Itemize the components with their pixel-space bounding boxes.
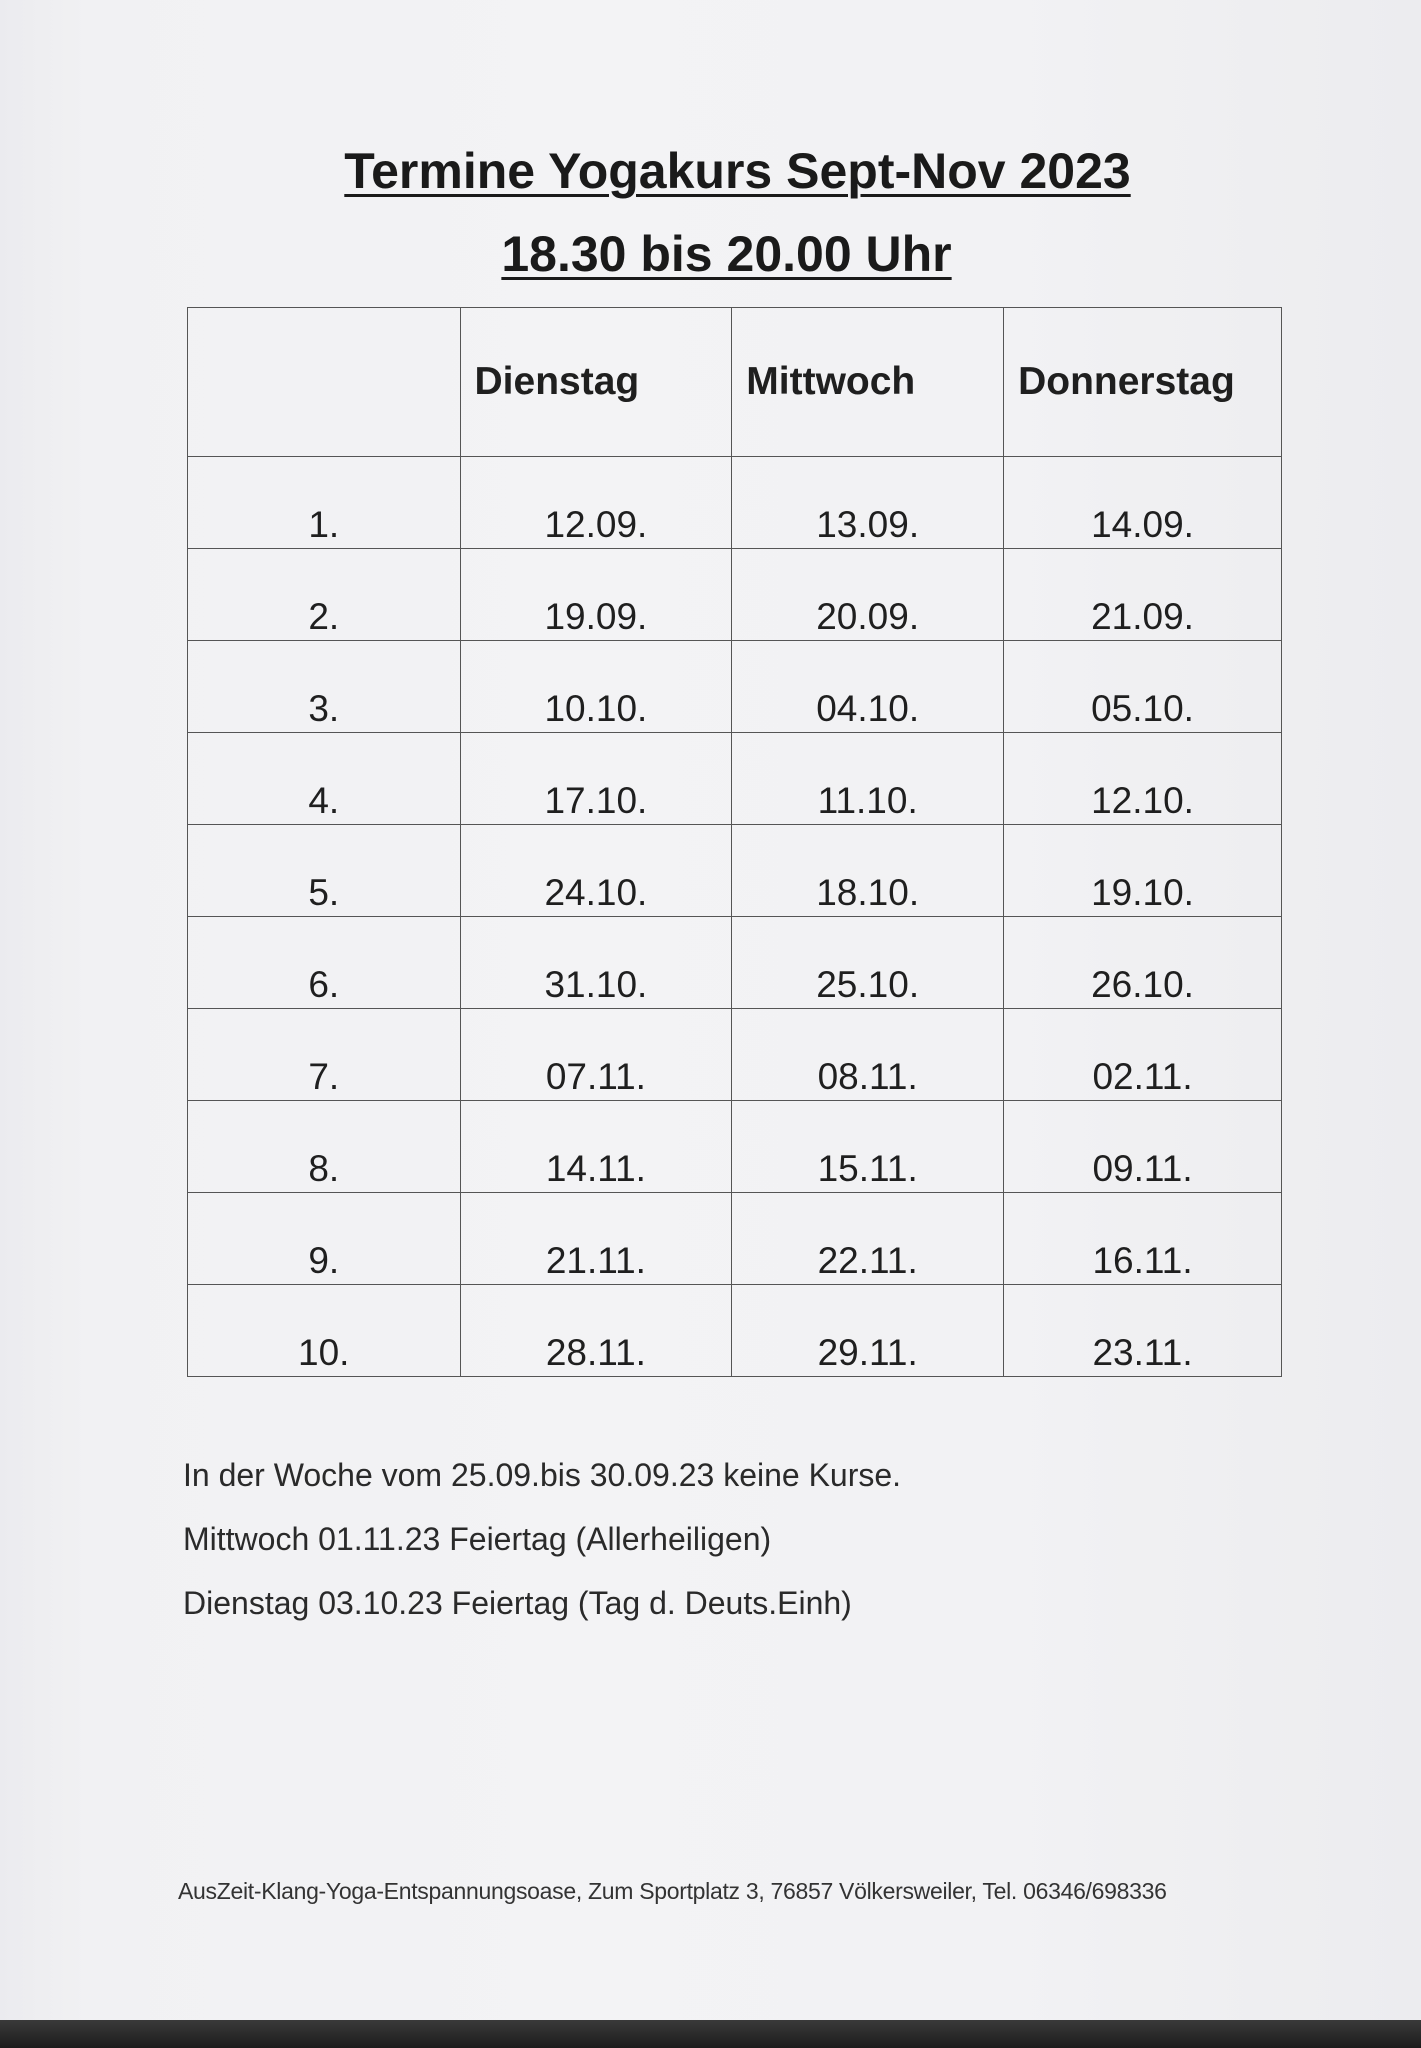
row-number: 9. xyxy=(188,1193,461,1285)
notes-section xyxy=(183,1455,901,1647)
table-row xyxy=(188,549,1282,641)
note-holiday-allerheiligen: Mittwoch 01.11.23 Feiertag (Allerheiligen) xyxy=(183,1521,772,1557)
row-number: 10. xyxy=(188,1285,461,1377)
background-surface xyxy=(0,2020,1421,2048)
date-cell: 28.11. xyxy=(460,1285,732,1377)
date-cell: 26.10. xyxy=(1004,917,1282,1009)
date-cell: 29.11. xyxy=(732,1285,1004,1377)
header-cell-empty xyxy=(188,308,461,457)
schedule-table xyxy=(187,307,1282,1377)
date-cell: 21.11. xyxy=(460,1193,732,1285)
date-cell: 25.10. xyxy=(732,917,1004,1009)
date-cell: 14.09. xyxy=(1004,457,1282,549)
date-cell: 09.11. xyxy=(1004,1101,1282,1193)
date-cell: 22.11. xyxy=(732,1193,1004,1285)
page-title: Termine Yogakurs Sept-Nov 2023 xyxy=(344,143,1131,199)
row-number: 6. xyxy=(188,917,461,1009)
date-cell: 24.10. xyxy=(460,825,732,917)
header-cell-dienstag: Dienstag xyxy=(460,308,732,457)
date-cell: 10.10. xyxy=(460,641,732,733)
table-row xyxy=(188,733,1282,825)
date-cell: 02.11. xyxy=(1004,1009,1282,1101)
row-number: 1. xyxy=(188,457,461,549)
date-cell: 12.10. xyxy=(1004,733,1282,825)
date-cell: 11.10. xyxy=(732,733,1004,825)
date-cell: 19.10. xyxy=(1004,825,1282,917)
table-row xyxy=(188,641,1282,733)
date-cell: 15.11. xyxy=(732,1101,1004,1193)
date-cell: 14.11. xyxy=(460,1101,732,1193)
date-cell: 19.09. xyxy=(460,549,732,641)
date-cell: 05.10. xyxy=(1004,641,1282,733)
note-no-courses: In der Woche vom 25.09.bis 30.09.23 keine Kurse. xyxy=(183,1457,902,1493)
note-holiday-einheit: Dienstag 03.10.23 Feiertag (Tag d. Deuts.Einh) xyxy=(183,1585,852,1621)
footer-contact: AusZeit-Klang-Yoga-Entspannungsoase, Zum Sportplatz 3, 76857 Völkersweiler, Tel. 06346/698336 xyxy=(178,1878,1167,1904)
date-cell: 13.09. xyxy=(732,457,1004,549)
row-number: 2. xyxy=(188,549,461,641)
date-cell: 23.11. xyxy=(1004,1285,1282,1377)
header-cell-donnerstag: Donnerstag xyxy=(1004,308,1282,457)
row-number: 4. xyxy=(188,733,461,825)
table-row xyxy=(188,1193,1282,1285)
table-row xyxy=(188,825,1282,917)
date-cell: 31.10. xyxy=(460,917,732,1009)
table-row xyxy=(188,1009,1282,1101)
table-header-row xyxy=(188,308,1282,457)
date-cell: 18.10. xyxy=(732,825,1004,917)
time-subtitle: 18.30 bis 20.00 Uhr xyxy=(501,226,952,282)
table-row xyxy=(188,1101,1282,1193)
date-cell: 12.09. xyxy=(460,457,732,549)
date-cell: 07.11. xyxy=(460,1009,732,1101)
date-cell: 20.09. xyxy=(732,549,1004,641)
row-number: 8. xyxy=(188,1101,461,1193)
table-row xyxy=(188,1285,1282,1377)
table-row xyxy=(188,457,1282,549)
header-cell-mittwoch: Mittwoch xyxy=(732,308,1004,457)
row-number: 5. xyxy=(188,825,461,917)
row-number: 7. xyxy=(188,1009,461,1101)
date-cell: 08.11. xyxy=(732,1009,1004,1101)
date-cell: 21.09. xyxy=(1004,549,1282,641)
table-row xyxy=(188,917,1282,1009)
row-number: 3. xyxy=(188,641,461,733)
date-cell: 17.10. xyxy=(460,733,732,825)
date-cell: 04.10. xyxy=(732,641,1004,733)
date-cell: 16.11. xyxy=(1004,1193,1282,1285)
